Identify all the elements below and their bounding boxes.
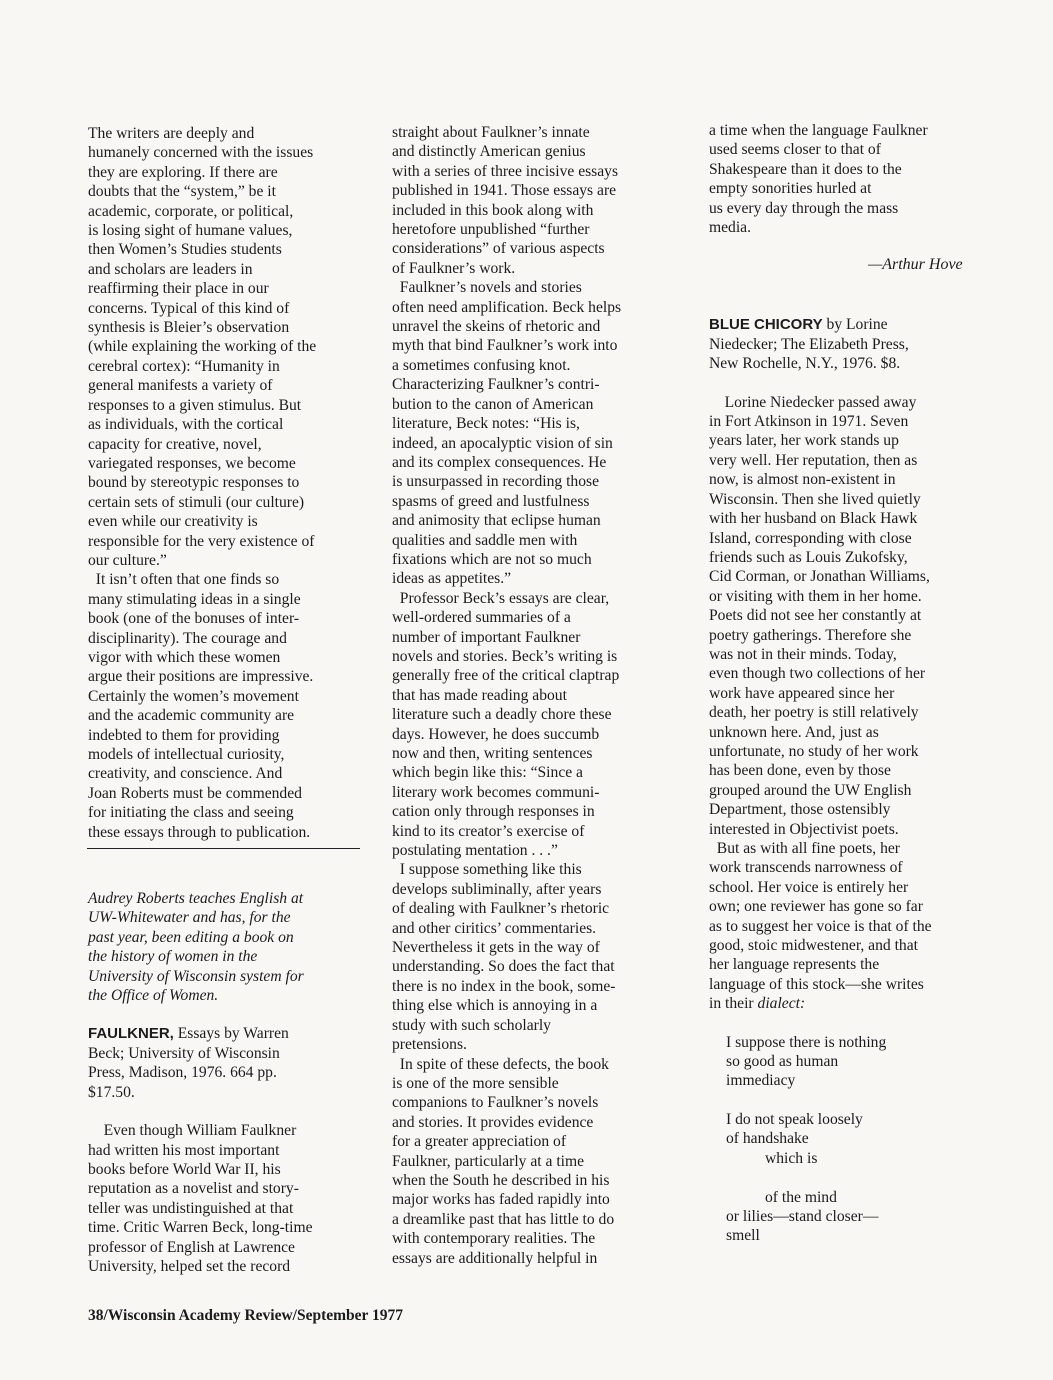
text-line: school. Her voice is entirely her — [709, 878, 909, 896]
text-line: certain sets of stimuli (our culture) — [88, 493, 305, 511]
text-line: media. — [709, 219, 751, 237]
text-line: with a series of three incisive essays — [392, 162, 619, 180]
text-line: published in 1941. Those essays are — [392, 182, 617, 200]
text-line: concerns. Typical of this kind of — [88, 299, 290, 317]
text-line: and distinctly American genius — [392, 143, 586, 161]
text-line: immediacy — [726, 1072, 796, 1090]
text-line: Poets did not see her constantly at — [709, 607, 922, 625]
text-line: responsible for the very existence of — [88, 532, 315, 550]
text-line: ideas as appetites.” — [392, 570, 512, 588]
text-line: when the South he described in his — [392, 1171, 610, 1189]
text-line: general manifests a variety of — [88, 377, 273, 395]
text-line: fixations which are not so much — [392, 550, 592, 568]
text-line: I suppose there is nothing — [726, 1033, 887, 1051]
text-line: literature such a deadly chore these — [392, 706, 612, 724]
text-line: indeed, an apocalyptic vision of sin — [392, 434, 613, 452]
text-line: well-ordered summaries of a — [392, 609, 571, 627]
text-line: develops subliminally, after years — [392, 880, 602, 898]
signature: —Arthur Hove — [868, 256, 963, 273]
text-line: variegated responses, we become — [88, 454, 296, 472]
text-line: cerebral cortex): “Humanity in — [88, 357, 280, 375]
review-citation-line: $17.50. — [88, 1083, 135, 1101]
text-line: grouped around the UW English — [709, 781, 912, 799]
text-line: time. Critic Warren Beck, long-time — [88, 1219, 313, 1237]
paragraph-lines — [709, 839, 994, 994]
review-title: BLUE CHICORY — [709, 316, 823, 334]
review-heading — [88, 1024, 366, 1102]
text-line: a dreamlike past that has little to do — [392, 1210, 615, 1228]
text-line: so good as human — [726, 1053, 839, 1071]
text-line: (while explaining the working of the — [88, 338, 317, 356]
text-line: I do not speak loosely — [726, 1110, 863, 1128]
text-line: responses to a given stimulus. But — [88, 396, 302, 414]
text-line: bution to the canon of American — [392, 395, 594, 413]
text-line: and its complex consequences. He — [392, 453, 607, 471]
text-line: books before World War II, his — [88, 1160, 281, 1178]
text-line: and the academic community are — [88, 707, 295, 725]
text-line: But as with all fine poets, her — [709, 840, 900, 857]
text-line — [726, 1168, 994, 1187]
text-line: the history of women in the — [88, 948, 258, 966]
section-divider — [87, 848, 360, 849]
poem-stanza — [726, 1110, 994, 1246]
paragraph — [88, 1121, 366, 1276]
text-line: thing else which is annoying in a — [392, 997, 598, 1015]
column-2 — [392, 123, 674, 1268]
text-line: major works has faded rapidly into — [392, 1191, 610, 1209]
text-line: number of important Faulkner — [392, 628, 581, 646]
text-line: and other ciritics’ commentaries. — [392, 919, 597, 937]
paragraph — [88, 570, 366, 842]
text-line: a sometimes confusing knot. — [392, 356, 571, 374]
paragraph — [392, 278, 674, 589]
text-line: with contemporary realities. The — [392, 1230, 596, 1248]
paragraph — [709, 393, 994, 839]
text-line: Characterizing Faulkner’s contri- — [392, 376, 600, 394]
text-line: interested in Objectivist poets. — [709, 820, 899, 838]
text-line: indebted to them for providing — [88, 726, 280, 744]
text-line: creativity, and conscience. And — [88, 765, 283, 783]
text-line: which begin like this: “Since a — [392, 764, 583, 782]
review-citation-line: Press, Madison, 1976. 664 pp. — [88, 1064, 277, 1082]
text-line: Department, those ostensibly — [709, 801, 891, 819]
text-line: vigor with which these women — [88, 648, 281, 666]
text-line: In spite of these defects, the book — [392, 1055, 609, 1073]
text-line: Even though William Faulkner — [88, 1122, 297, 1140]
text-line: Audrey Roberts teaches English at — [88, 890, 304, 908]
text-line: essays are additionally helpful in — [392, 1249, 598, 1267]
text-line: for initiating the class and seeing — [88, 804, 294, 822]
review-title: FAULKNER, — [88, 1025, 174, 1043]
author-bio — [88, 889, 366, 1005]
text-line: or visiting with them in her home. — [709, 587, 922, 605]
text-line: cation only through responses in — [392, 803, 595, 821]
text-line: Cid Corman, or Jonathan Williams, — [709, 568, 930, 586]
text-line: has been done, even by those — [709, 762, 891, 780]
text-line: argue their positions are impressive. — [88, 668, 314, 686]
review-heading — [709, 315, 994, 373]
text-line: past year, been editing a book on — [88, 928, 294, 946]
text-line: and stories. It provides evidence — [392, 1113, 594, 1131]
text-line: of Faulkner’s work. — [392, 259, 516, 277]
text-line: these essays through to publication. — [88, 823, 311, 841]
text-line: teller was undistinguished at that — [88, 1199, 294, 1217]
text-line: and scholars are leaders in — [88, 260, 253, 278]
text-line: is one of the more sensible — [392, 1074, 559, 1092]
column-1 — [88, 124, 366, 1276]
text-line: unfortunate, no study of her work — [709, 742, 919, 760]
text-line: generally free of the critical claptrap — [392, 667, 620, 685]
text-line: included in this book along with — [392, 201, 594, 219]
text-line: used seems closer to that of — [709, 141, 881, 159]
text-line: study with such scholarly — [392, 1016, 551, 1034]
text-line: models of intellectual curiosity, — [88, 746, 285, 763]
text-line: unravel the skeins of rhetoric and — [392, 318, 601, 336]
text-line: days. However, he does succumb — [392, 725, 600, 743]
text-line: empty sonorities hurled at — [709, 180, 872, 198]
text-line: of handshake — [726, 1130, 809, 1148]
text-line: our culture.” — [88, 551, 167, 569]
text-line: capacity for creative, novel, — [88, 435, 262, 453]
text-line: unknown here. And, just as — [709, 723, 879, 741]
text-line: Faulkner’s novels and stories — [392, 279, 582, 297]
text-line: poetry gatherings. Therefore she — [709, 626, 912, 644]
text-line: now and then, writing sentences — [392, 745, 593, 762]
text-line: own; one reviewer has gone so far — [709, 898, 923, 916]
text-line: was not in their minds. Today, — [709, 645, 897, 663]
text-line: even though two collections of her — [709, 665, 926, 683]
text-line: language of this stock—she writes — [709, 975, 924, 993]
text-line: the Office of Women. — [88, 987, 219, 1005]
text-line: straight about Faulkner’s innate — [392, 124, 590, 141]
text-line: there is no index in the book, some- — [392, 977, 616, 995]
paragraph — [709, 121, 994, 237]
paragraph — [392, 860, 674, 1054]
text-line: I suppose something like this — [392, 861, 582, 879]
paragraph — [392, 123, 674, 278]
text-line: is losing sight of humane values, — [88, 222, 293, 240]
text-line: Wisconsin. Then she lived quietly — [709, 490, 921, 508]
text-line: companions to Faulkner’s novels — [392, 1094, 599, 1112]
text-line: good, stoic midwestener, and that — [709, 937, 918, 955]
text-line: reputation as a novelist and story- — [88, 1180, 299, 1198]
text-line: synthesis is Bleier’s observation — [88, 319, 290, 337]
text-line: It isn’t often that one finds so — [88, 571, 280, 589]
text-line: even while our creativity is — [88, 513, 258, 531]
text-line: Professor Beck’s essays are clear, — [392, 589, 610, 607]
text-line: in their — [709, 995, 758, 1013]
text-line: and animosity that eclipse human — [392, 512, 601, 530]
text-line: her language represents the — [709, 956, 880, 974]
text-line: with her husband on Black Hawk — [709, 510, 918, 528]
review-citation-line: New Rochelle, N.Y., 1976. $8. — [709, 355, 901, 373]
text-line: they are exploring. If there are — [88, 163, 278, 181]
poem-stanza — [726, 1033, 994, 1091]
text-line: academic, corporate, or political, — [88, 202, 294, 220]
text-line: understanding. So does the fact that — [392, 958, 615, 976]
text-line: Lorine Niedecker passed away — [709, 393, 917, 411]
paragraph — [88, 124, 366, 570]
text-line: heretofore unpublished “further — [392, 221, 590, 239]
column-3 — [709, 121, 994, 1246]
text-line: Joan Roberts must be commended — [88, 784, 302, 802]
text-line: had written his most important — [88, 1141, 280, 1159]
text-line: death, her poetry is still relatively — [709, 704, 919, 722]
text-line: pretensions. — [392, 1036, 467, 1054]
text-line: then Women’s Studies students — [88, 241, 282, 259]
text-line: University, helped set the record — [88, 1257, 291, 1275]
text-line: The writers are deeply and — [88, 125, 255, 142]
text-line: Island, corresponding with close — [709, 529, 912, 547]
paragraph — [392, 1055, 674, 1268]
text-line: myth that bind Faulkner’s work into — [392, 337, 618, 355]
text-line: spasms of greed and lustfulness — [392, 492, 590, 510]
text-line: now, is almost non-existent in — [709, 471, 896, 489]
text-line: disciplinarity). The courage and — [88, 629, 287, 647]
text-line: bound by stereotypic responses to — [88, 474, 300, 492]
text-line: for a greater appreciation of — [392, 1133, 567, 1151]
text-line: a time when the language Faulkner — [709, 122, 928, 139]
text-line: postulating mentation . . .” — [392, 842, 558, 860]
review-citation-line: Niedecker; The Elizabeth Press, — [709, 335, 909, 353]
text-line: literature, Beck notes: “His is, — [392, 415, 580, 433]
text-line: often need amplification. Beck helps — [392, 298, 622, 316]
page-footer: 38/Wisconsin Academy Review/September 1977 — [88, 1307, 404, 1324]
text-line: of dealing with Faulkner’s rhetoric — [392, 900, 610, 918]
text-line: work have appeared since her — [709, 684, 895, 702]
text-line: that has made reading about — [392, 686, 567, 704]
paragraph — [709, 839, 994, 1014]
text-line: Faulkner, particularly at a time — [392, 1152, 585, 1170]
text-line: doubts that the “system,” be it — [88, 183, 276, 201]
review-citation-line: by Lorine — [822, 316, 888, 334]
paragraph — [392, 589, 674, 861]
text-line: which is — [726, 1149, 818, 1167]
text-line: many stimulating ideas in a single — [88, 590, 301, 608]
review-citation-line: Essays by Warren — [173, 1025, 289, 1043]
text-line: of the mind — [726, 1188, 837, 1206]
text-line: friends such as Louis Zukofsky, — [709, 548, 908, 566]
text-line: in Fort Atkinson in 1971. Seven — [709, 413, 909, 431]
text-line: Certainly the women’s movement — [88, 687, 299, 705]
text-line: considerations” of various aspects — [392, 240, 605, 258]
text-line: professor of English at Lawrence — [88, 1238, 295, 1256]
text-line: kind to its creator’s exercise of — [392, 822, 585, 840]
text-line: very well. Her reputation, then as — [709, 451, 918, 469]
text-line: book (one of the bonuses of inter- — [88, 610, 300, 628]
text-line: qualities and saddle men with — [392, 531, 578, 549]
text-line: as individuals, with the cortical — [88, 416, 284, 434]
review-citation-line: Beck; University of Wisconsin — [88, 1044, 280, 1062]
text-line: Shakespeare than it does to the — [709, 160, 902, 178]
text-line: literary work becomes communi- — [392, 783, 600, 801]
text-line: Nevertheless it gets in the way of — [392, 939, 600, 957]
text-line: University of Wisconsin system for — [88, 967, 304, 985]
text-line: us every day through the mass — [709, 199, 899, 217]
text-line: as to suggest her voice is that of the — [709, 917, 932, 935]
text-line: or lilies—stand closer— — [726, 1207, 879, 1225]
text-line: novels and stories. Beck’s writing is — [392, 647, 618, 665]
text-line: reaffirming their place in our — [88, 280, 269, 298]
text-line: UW-Whitewater and has, for the — [88, 909, 291, 927]
italic-word: dialect: — [757, 995, 806, 1013]
text-line: work transcends narrowness of — [709, 859, 903, 877]
text-line: humanely concerned with the issues — [88, 144, 314, 162]
text-line: is unsurpassed in recording those — [392, 473, 600, 491]
text-line: years later, her work stands up — [709, 432, 899, 450]
text-line: smell — [726, 1227, 760, 1245]
